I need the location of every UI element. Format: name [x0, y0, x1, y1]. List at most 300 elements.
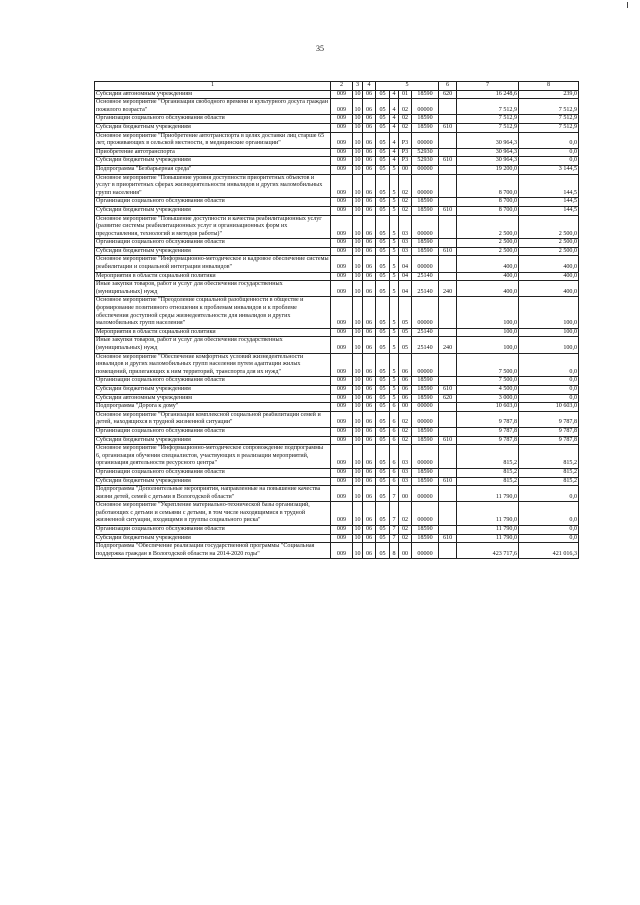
- row-v8-cell: 0,0: [519, 132, 579, 148]
- row-p1-cell: 05: [376, 157, 390, 166]
- row-name-cell: Мероприятия в области социальной политики: [95, 328, 331, 337]
- row-p3-cell: 02: [399, 526, 412, 535]
- row-p1-cell: 05: [376, 328, 390, 337]
- row-s1-cell: 10: [353, 445, 363, 469]
- table-row: [95, 90, 579, 99]
- row-code-cell: 009: [331, 328, 353, 337]
- row-name-cell: Организации социального обслуживания области: [95, 115, 331, 124]
- row-s2-cell: 06: [363, 215, 376, 239]
- row-s1-cell: 10: [353, 174, 363, 198]
- row-vr-cell: [439, 297, 457, 328]
- row-vr-cell: [439, 526, 457, 535]
- row-p1-cell: 05: [376, 477, 390, 486]
- row-s1-cell: 10: [353, 206, 363, 215]
- row-v8-cell: 0,0: [519, 394, 579, 403]
- row-s2-cell: 06: [363, 132, 376, 148]
- row-p1-cell: 05: [376, 403, 390, 412]
- row-vr-cell: [439, 115, 457, 124]
- table-row: [95, 502, 579, 526]
- row-s2-cell: 06: [363, 353, 376, 377]
- row-p1-cell: 05: [376, 411, 390, 427]
- row-p3-cell: 02: [399, 411, 412, 427]
- row-p3-cell: 00: [399, 486, 412, 502]
- table-row: [95, 543, 579, 559]
- table-row: [95, 198, 579, 207]
- row-p3-cell: 02: [399, 115, 412, 124]
- row-p1-cell: 05: [376, 165, 390, 174]
- row-vr-cell: 610: [439, 247, 457, 256]
- row-p1-cell: 05: [376, 90, 390, 99]
- table-row: [95, 99, 579, 115]
- row-p3-cell: 03: [399, 477, 412, 486]
- table-row: [95, 157, 579, 166]
- row-p2-cell: 5: [390, 256, 399, 272]
- row-p2-cell: 5: [390, 297, 399, 328]
- row-p4-cell: 00000: [412, 215, 439, 239]
- table-row: [95, 256, 579, 272]
- row-v7-cell: 3 000,0: [457, 394, 519, 403]
- row-p3-cell: 02: [399, 198, 412, 207]
- row-p2-cell: 5: [390, 377, 399, 386]
- row-s1-cell: 10: [353, 394, 363, 403]
- row-p3-cell: 02: [399, 206, 412, 215]
- row-p4-cell: 25140: [412, 337, 439, 353]
- row-s1-cell: 10: [353, 165, 363, 174]
- row-vr-cell: 610: [439, 534, 457, 543]
- row-vr-cell: [439, 148, 457, 157]
- page-number: 35: [316, 44, 324, 53]
- row-v8-cell: 0,0: [519, 486, 579, 502]
- row-s1-cell: 10: [353, 272, 363, 281]
- row-name-cell: Основное мероприятие "Повышение доступности и качества реабилитационных услуг (развитие системы реабилитационных услуг и организационных форм их предоставления, технологий и методов работы)": [95, 215, 331, 239]
- row-v7-cell: 16 248,6: [457, 90, 519, 99]
- table-row: [95, 394, 579, 403]
- row-p2-cell: 6: [390, 468, 399, 477]
- row-v8-cell: 9 787,8: [519, 427, 579, 436]
- header-cell: 5: [376, 82, 439, 91]
- row-name-cell: Подпрограмма "Дополнительные мероприятия, направленные на повышение качества жизни детей, семей с детьми в Вологодской области": [95, 486, 331, 502]
- row-p2-cell: 6: [390, 436, 399, 445]
- row-p1-cell: 05: [376, 256, 390, 272]
- row-v8-cell: 3 144,5: [519, 165, 579, 174]
- row-p3-cell: 03: [399, 468, 412, 477]
- row-s1-cell: 10: [353, 353, 363, 377]
- row-s1-cell: 10: [353, 526, 363, 535]
- row-code-cell: 009: [331, 468, 353, 477]
- row-v7-cell: 9 787,8: [457, 411, 519, 427]
- row-v8-cell: 815,2: [519, 468, 579, 477]
- row-p4-cell: 18590: [412, 526, 439, 535]
- row-v8-cell: 144,5: [519, 174, 579, 198]
- row-p4-cell: 00000: [412, 165, 439, 174]
- row-name-cell: Субсидии автономным учреждениям: [95, 394, 331, 403]
- row-s2-cell: 06: [363, 281, 376, 297]
- row-s1-cell: 10: [353, 99, 363, 115]
- row-p2-cell: 8: [390, 543, 399, 559]
- row-p2-cell: 6: [390, 477, 399, 486]
- row-vr-cell: [439, 256, 457, 272]
- row-p3-cell: 05: [399, 337, 412, 353]
- row-v7-cell: 11 790,0: [457, 526, 519, 535]
- row-p1-cell: 05: [376, 174, 390, 198]
- row-v8-cell: 2 500,0: [519, 239, 579, 248]
- row-p1-cell: 05: [376, 198, 390, 207]
- row-s2-cell: 06: [363, 148, 376, 157]
- row-s1-cell: 10: [353, 403, 363, 412]
- row-code-cell: 009: [331, 247, 353, 256]
- row-name-cell: Субсидии бюджетным учреждениям: [95, 123, 331, 132]
- row-p4-cell: 00000: [412, 411, 439, 427]
- row-p2-cell: 5: [390, 215, 399, 239]
- table-row: [95, 247, 579, 256]
- row-s1-cell: 10: [353, 123, 363, 132]
- row-p4-cell: 00000: [412, 445, 439, 469]
- row-vr-cell: [439, 543, 457, 559]
- row-vr-cell: [439, 468, 457, 477]
- row-name-cell: Подпрограмма "Обеспечение реализации государственной программы "Социальная поддержка граждан в Вологодской области на 2014-2020 годы": [95, 543, 331, 559]
- row-s2-cell: 06: [363, 99, 376, 115]
- row-v8-cell: 9 787,8: [519, 411, 579, 427]
- row-s2-cell: 06: [363, 157, 376, 166]
- row-v7-cell: 815,2: [457, 477, 519, 486]
- row-s2-cell: 06: [363, 328, 376, 337]
- row-code-cell: 009: [331, 337, 353, 353]
- row-v8-cell: 10 603,0: [519, 403, 579, 412]
- row-v7-cell: 400,0: [457, 272, 519, 281]
- row-name-cell: Подпрограмма "Дорога к дому": [95, 403, 331, 412]
- row-p2-cell: 5: [390, 239, 399, 248]
- row-v7-cell: 2 500,0: [457, 239, 519, 248]
- row-code-cell: 009: [331, 411, 353, 427]
- row-s1-cell: 10: [353, 502, 363, 526]
- row-name-cell: Подпрограмма "Безбарьерная среда": [95, 165, 331, 174]
- row-p2-cell: 5: [390, 394, 399, 403]
- row-p1-cell: 05: [376, 353, 390, 377]
- row-v8-cell: 7 512,9: [519, 115, 579, 124]
- row-s2-cell: 06: [363, 534, 376, 543]
- row-s2-cell: 06: [363, 468, 376, 477]
- row-code-cell: 009: [331, 394, 353, 403]
- row-p1-cell: 05: [376, 99, 390, 115]
- row-v7-cell: 9 787,8: [457, 436, 519, 445]
- row-v7-cell: 100,0: [457, 337, 519, 353]
- row-v8-cell: 815,2: [519, 445, 579, 469]
- row-s2-cell: 06: [363, 502, 376, 526]
- row-s2-cell: 06: [363, 90, 376, 99]
- row-s2-cell: 06: [363, 198, 376, 207]
- row-s1-cell: 10: [353, 411, 363, 427]
- row-v7-cell: 423 717,6: [457, 543, 519, 559]
- row-s1-cell: 10: [353, 198, 363, 207]
- row-v7-cell: 11 790,0: [457, 534, 519, 543]
- row-p3-cell: P3: [399, 148, 412, 157]
- row-name-cell: Основное мероприятие "Информационно-методическое сопровождение подпрограммы 6, организация обучения специалистов, участвующих в реализации мероприятий, организация деятельности ресурсного центра": [95, 445, 331, 469]
- header-cell: 2: [331, 82, 353, 91]
- row-p4-cell: 18590: [412, 534, 439, 543]
- row-s1-cell: 10: [353, 215, 363, 239]
- row-s2-cell: 06: [363, 256, 376, 272]
- row-p1-cell: 05: [376, 247, 390, 256]
- row-p4-cell: 00000: [412, 502, 439, 526]
- row-p1-cell: 05: [376, 394, 390, 403]
- row-s2-cell: 06: [363, 174, 376, 198]
- row-vr-cell: [439, 328, 457, 337]
- row-p3-cell: 03: [399, 247, 412, 256]
- row-v8-cell: 2 500,0: [519, 247, 579, 256]
- row-p4-cell: 18590: [412, 436, 439, 445]
- row-name-cell: Иные закупки товаров, работ и услуг для обеспечения государственных (муниципальных) нужд: [95, 281, 331, 297]
- row-s2-cell: 06: [363, 436, 376, 445]
- row-v8-cell: 400,0: [519, 281, 579, 297]
- table-row: [95, 272, 579, 281]
- row-p4-cell: 00000: [412, 543, 439, 559]
- row-s2-cell: 06: [363, 526, 376, 535]
- row-p1-cell: 05: [376, 281, 390, 297]
- table-row: [95, 411, 579, 427]
- row-code-cell: 009: [331, 239, 353, 248]
- row-p3-cell: 05: [399, 297, 412, 328]
- row-v7-cell: 2 500,0: [457, 215, 519, 239]
- table-row: [95, 328, 579, 337]
- row-v8-cell: 0,0: [519, 526, 579, 535]
- row-v8-cell: 100,0: [519, 297, 579, 328]
- row-vr-cell: [439, 174, 457, 198]
- row-code-cell: 009: [331, 272, 353, 281]
- row-v8-cell: 0,0: [519, 157, 579, 166]
- row-vr-cell: [439, 198, 457, 207]
- row-s1-cell: 10: [353, 377, 363, 386]
- row-p3-cell: 02: [399, 534, 412, 543]
- row-s2-cell: 06: [363, 239, 376, 248]
- row-name-cell: Субсидии бюджетным учреждениям: [95, 436, 331, 445]
- row-vr-cell: [439, 165, 457, 174]
- table-row: [95, 526, 579, 535]
- row-code-cell: 009: [331, 256, 353, 272]
- row-name-cell: Субсидии бюджетным учреждениям: [95, 477, 331, 486]
- row-p1-cell: 05: [376, 486, 390, 502]
- row-vr-cell: 240: [439, 337, 457, 353]
- row-v7-cell: 400,0: [457, 281, 519, 297]
- row-p1-cell: 05: [376, 337, 390, 353]
- row-s2-cell: 06: [363, 272, 376, 281]
- row-v7-cell: 400,0: [457, 256, 519, 272]
- table-row: [95, 206, 579, 215]
- row-p4-cell: 00000: [412, 297, 439, 328]
- row-v7-cell: 30 964,3: [457, 148, 519, 157]
- row-code-cell: 009: [331, 427, 353, 436]
- row-name-cell: Субсидии бюджетным учреждениям: [95, 206, 331, 215]
- row-p3-cell: 03: [399, 445, 412, 469]
- row-vr-cell: [439, 239, 457, 248]
- row-p4-cell: 00000: [412, 256, 439, 272]
- row-p1-cell: 05: [376, 297, 390, 328]
- row-p1-cell: 05: [376, 377, 390, 386]
- header-cell: 1: [95, 82, 331, 91]
- row-vr-cell: [439, 99, 457, 115]
- row-name-cell: Основное мероприятие "Обеспечение комфортных условий жизнедеятельности инвалидов и других маломобильных групп населения путем адаптации жилых помещений, прилегающих к ним территорий, транспорта для их нужд": [95, 353, 331, 377]
- row-p4-cell: 00000: [412, 174, 439, 198]
- row-v8-cell: 815,2: [519, 477, 579, 486]
- row-p2-cell: 7: [390, 526, 399, 535]
- header-cell: 4: [363, 82, 376, 91]
- row-p2-cell: 5: [390, 247, 399, 256]
- row-v7-cell: 10 603,0: [457, 403, 519, 412]
- row-vr-cell: 610: [439, 477, 457, 486]
- header-cell: 8: [519, 82, 579, 91]
- table-row: [95, 385, 579, 394]
- row-p4-cell: 25140: [412, 281, 439, 297]
- table-row: [95, 377, 579, 386]
- page-edge-mark: [627, 2, 628, 8]
- row-p3-cell: 05: [399, 328, 412, 337]
- row-s2-cell: 06: [363, 394, 376, 403]
- row-p3-cell: 02: [399, 436, 412, 445]
- row-s2-cell: 06: [363, 385, 376, 394]
- row-v7-cell: 2 500,0: [457, 247, 519, 256]
- row-code-cell: 009: [331, 403, 353, 412]
- row-vr-cell: 610: [439, 385, 457, 394]
- row-vr-cell: 610: [439, 206, 457, 215]
- row-v7-cell: 4 500,0: [457, 385, 519, 394]
- row-p3-cell: 06: [399, 385, 412, 394]
- table-body: [95, 90, 579, 559]
- row-s2-cell: 06: [363, 247, 376, 256]
- row-p3-cell: 00: [399, 543, 412, 559]
- row-p3-cell: 04: [399, 272, 412, 281]
- row-s2-cell: 06: [363, 206, 376, 215]
- row-code-cell: 009: [331, 206, 353, 215]
- row-s1-cell: 10: [353, 534, 363, 543]
- row-vr-cell: [439, 502, 457, 526]
- row-p4-cell: 18590: [412, 123, 439, 132]
- row-name-cell: Иные закупки товаров, работ и услуг для обеспечения государственных (муниципальных) нужд: [95, 337, 331, 353]
- row-name-cell: Основное мероприятие "Информационно-методическое и кадровое обеспечение системы реабилитации и социальной интеграции инвалидов": [95, 256, 331, 272]
- row-p4-cell: 18590: [412, 198, 439, 207]
- row-v8-cell: 239,0: [519, 90, 579, 99]
- row-v8-cell: 0,0: [519, 377, 579, 386]
- row-s1-cell: 10: [353, 256, 363, 272]
- row-vr-cell: [439, 272, 457, 281]
- row-name-cell: Субсидии автономным учреждениям: [95, 90, 331, 99]
- row-name-cell: Организации социального обслуживания области: [95, 198, 331, 207]
- row-p4-cell: 00000: [412, 132, 439, 148]
- row-s2-cell: 06: [363, 543, 376, 559]
- row-v8-cell: 7 512,9: [519, 99, 579, 115]
- row-p2-cell: 5: [390, 281, 399, 297]
- row-p4-cell: 18590: [412, 394, 439, 403]
- row-s2-cell: 06: [363, 445, 376, 469]
- row-s1-cell: 10: [353, 477, 363, 486]
- row-s2-cell: 06: [363, 403, 376, 412]
- row-p3-cell: 02: [399, 427, 412, 436]
- row-p1-cell: 05: [376, 427, 390, 436]
- row-s2-cell: 06: [363, 115, 376, 124]
- row-v8-cell: 100,0: [519, 328, 579, 337]
- row-p3-cell: 02: [399, 123, 412, 132]
- row-s1-cell: 10: [353, 148, 363, 157]
- row-code-cell: 009: [331, 486, 353, 502]
- row-s1-cell: 10: [353, 115, 363, 124]
- row-p1-cell: 05: [376, 468, 390, 477]
- row-vr-cell: [439, 411, 457, 427]
- row-v7-cell: 8 700,0: [457, 206, 519, 215]
- row-p4-cell: 52930: [412, 157, 439, 166]
- row-s1-cell: 10: [353, 90, 363, 99]
- row-code-cell: 009: [331, 99, 353, 115]
- row-p2-cell: 4: [390, 148, 399, 157]
- row-vr-cell: 240: [439, 281, 457, 297]
- row-vr-cell: [439, 215, 457, 239]
- row-name-cell: Основное мероприятие "Приобретение автотранспорта в целях доставки лиц старше 65 лет, проживающих в сельской местности, в медицинские организации": [95, 132, 331, 148]
- row-p1-cell: 05: [376, 534, 390, 543]
- row-v8-cell: 100,0: [519, 337, 579, 353]
- row-v7-cell: 7 512,9: [457, 115, 519, 124]
- row-v7-cell: 8 700,0: [457, 198, 519, 207]
- row-s2-cell: 06: [363, 297, 376, 328]
- row-name-cell: Организации социального обслуживания области: [95, 526, 331, 535]
- row-p2-cell: 6: [390, 445, 399, 469]
- row-p2-cell: 7: [390, 534, 399, 543]
- row-p4-cell: 18590: [412, 477, 439, 486]
- row-s2-cell: 06: [363, 337, 376, 353]
- row-p4-cell: 25140: [412, 328, 439, 337]
- row-v7-cell: 7 512,9: [457, 123, 519, 132]
- row-v8-cell: 0,0: [519, 353, 579, 377]
- row-v8-cell: 400,0: [519, 272, 579, 281]
- table-row: [95, 165, 579, 174]
- row-code-cell: 009: [331, 165, 353, 174]
- row-name-cell: Организации социального обслуживания области: [95, 239, 331, 248]
- row-p2-cell: 4: [390, 99, 399, 115]
- row-p4-cell: 18590: [412, 239, 439, 248]
- row-p2-cell: 6: [390, 411, 399, 427]
- row-name-cell: Основное мероприятие "Укрепление материально-технической базы организаций, работающих с детьми и семьями с детьми, в том числе находящимися в трудной жизненной ситуации, входящими в группы социального риска": [95, 502, 331, 526]
- row-s1-cell: 10: [353, 281, 363, 297]
- row-s1-cell: 10: [353, 328, 363, 337]
- row-vr-cell: 620: [439, 394, 457, 403]
- row-s2-cell: 06: [363, 486, 376, 502]
- row-vr-cell: [439, 377, 457, 386]
- row-v7-cell: 7 512,9: [457, 99, 519, 115]
- row-s1-cell: 10: [353, 239, 363, 248]
- row-p4-cell: 18590: [412, 385, 439, 394]
- row-p1-cell: 05: [376, 445, 390, 469]
- table-row: [95, 337, 579, 353]
- row-name-cell: Основное мероприятие "Организация комплексной социальной реабилитации семей и детей, находящихся в трудной жизненной ситуации": [95, 411, 331, 427]
- row-vr-cell: [439, 445, 457, 469]
- row-p2-cell: 5: [390, 165, 399, 174]
- table-row: [95, 148, 579, 157]
- row-code-cell: 009: [331, 436, 353, 445]
- row-p4-cell: 18590: [412, 427, 439, 436]
- row-vr-cell: [439, 486, 457, 502]
- row-p1-cell: 05: [376, 385, 390, 394]
- row-v8-cell: 0,0: [519, 148, 579, 157]
- row-p1-cell: 05: [376, 215, 390, 239]
- row-v8-cell: 7 512,9: [519, 123, 579, 132]
- row-p2-cell: 4: [390, 157, 399, 166]
- row-v7-cell: 815,2: [457, 468, 519, 477]
- row-p1-cell: 05: [376, 239, 390, 248]
- row-code-cell: 009: [331, 198, 353, 207]
- row-s1-cell: 10: [353, 132, 363, 148]
- row-s1-cell: 10: [353, 468, 363, 477]
- row-s2-cell: 06: [363, 411, 376, 427]
- row-p4-cell: 25140: [412, 272, 439, 281]
- row-p3-cell: 03: [399, 239, 412, 248]
- row-s1-cell: 10: [353, 427, 363, 436]
- row-p1-cell: 05: [376, 272, 390, 281]
